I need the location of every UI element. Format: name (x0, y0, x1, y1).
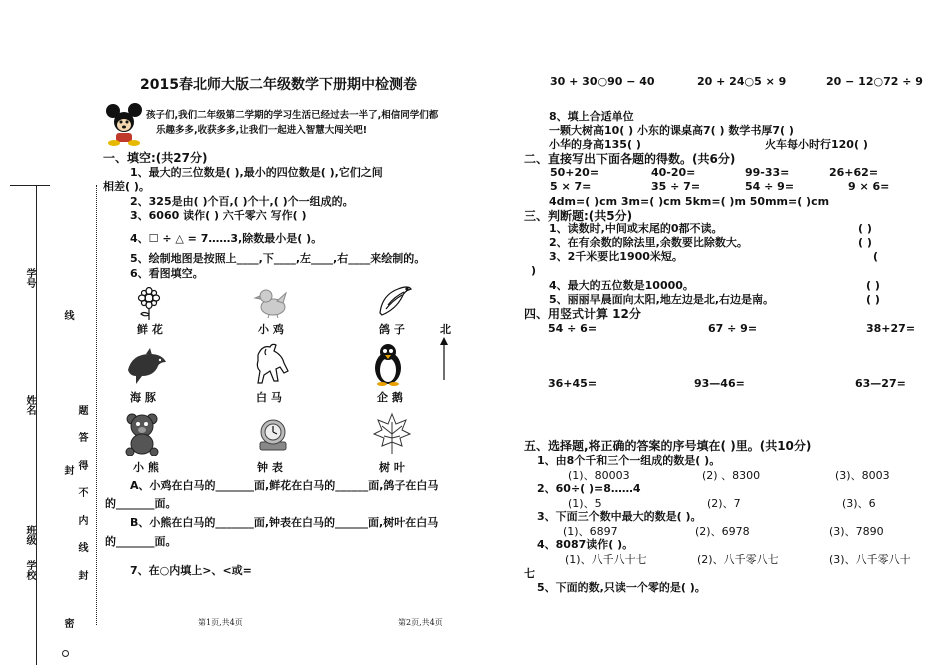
compare-2: 20 + 24○5 × 9 (697, 75, 787, 88)
margin-label-xian: 线 (62, 310, 73, 320)
choice-4-option-2[interactable]: (2)、八千零八七 (697, 553, 779, 566)
margin-label-xuexiao: 学校 (24, 560, 35, 580)
intro-line-2: 乐趣多多,收获多多,让我们一起进入智慧大闯关吧! (156, 125, 368, 136)
margin-label-da: 答 (76, 432, 87, 442)
margin-label-ti: 题 (76, 405, 87, 415)
vertical-calc-1: 54 ÷ 6= (548, 322, 598, 335)
page-footer-2: 第2页,共4页 (398, 618, 443, 627)
judge-4-answer[interactable]: ( ) (866, 279, 880, 292)
page-title: 2015春北师大版二年级数学下册期中检测卷 (140, 77, 417, 93)
judge-2: 2、在有余数的除法里,余数要比除数大。 (549, 236, 748, 249)
choice-4-option-1[interactable]: (1)、八千八十七 (565, 553, 647, 566)
judge-4: 4、最大的五位数是10000。 (549, 279, 694, 292)
intro-line-1: 孩子们,我们二年级第二学期的学习生活已经过去一半了,相信同学们都 (146, 110, 439, 121)
question-8-line-b: 小华的身高135( ) (549, 138, 641, 151)
calc-1-3: 99-33= (745, 166, 790, 179)
calc-1-4: 26+62= (829, 166, 879, 179)
choice-2-option-2[interactable]: (2)、7 (707, 497, 741, 510)
compare-3: 20 − 12○72 ÷ 9 (826, 75, 923, 88)
judge-1: 1、读数时,中间或末尾的0都不读。 (549, 222, 723, 235)
compare-1: 30 + 30○90 − 40 (550, 75, 655, 88)
margin-label-banji: 班级 (24, 525, 35, 545)
judge-3-answer-close: ) (531, 264, 537, 277)
question-7: 7、在○内填上>、<或= (130, 564, 252, 577)
animal-label-flower: 鲜 花 (137, 323, 163, 336)
question-6b-line-1: B、小熊在白马的_______面,钟表在白马的______面,树叶在白马 (130, 516, 439, 529)
vertical-calc-2: 67 ÷ 9= (708, 322, 758, 335)
calc-2-3: 54 ÷ 9= (745, 180, 795, 193)
margin-label-feng2: 封 (76, 570, 87, 580)
vertical-calc-6: 63—27= (855, 377, 906, 390)
section-3-heading: 三、判断题:(共5分) (524, 209, 633, 223)
pigeon-icon (374, 283, 414, 319)
vertical-calc-3: 38+27= (866, 322, 916, 335)
choice-1-option-2[interactable]: (2) 、8300 (702, 469, 761, 482)
question-6: 6、看图填空。 (130, 267, 204, 280)
flower-icon (134, 287, 164, 321)
question-8-line-c: 火车每小时行120( ) (765, 138, 868, 151)
animal-label-penguin: 企 鹅 (377, 391, 403, 404)
animal-label-pigeon: 鸽 子 (379, 323, 405, 336)
animal-label-clock: 钟 表 (257, 461, 283, 474)
judge-2-answer[interactable]: ( ) (858, 236, 872, 249)
margin-label-nei: 内 (76, 515, 87, 525)
animal-label-leaf: 树 叶 (379, 461, 405, 474)
page-footer-1: 第1页,共4页 (198, 618, 243, 627)
choice-4-option-3[interactable]: (3)、八千零八十 (829, 553, 911, 566)
question-6b-line-2: 的_______面。 (105, 535, 177, 548)
question-8: 8、填上合适单位 (549, 110, 634, 123)
calc-2-4: 9 × 6= (848, 180, 890, 193)
north-label: 北 (440, 323, 451, 336)
binding-line-outer (36, 185, 37, 665)
choice-2-option-3[interactable]: (3)、6 (842, 497, 876, 510)
section-5-heading: 五、选择题,将正确的答案的序号填在( )里。(共10分) (524, 439, 812, 453)
margin-label-xian2: 线 (76, 542, 87, 552)
judge-5-answer[interactable]: ( ) (866, 293, 880, 306)
question-5: 5、绘制地图是按照上____,下____,左____,右____来绘制的。 (130, 252, 426, 265)
question-3: 3、6060 读作( ) 六千零六 写作( ) (130, 209, 307, 222)
judge-3-answer-open[interactable]: ( (873, 250, 879, 263)
mickey-mouse-icon (104, 103, 146, 147)
choice-3: 3、下面三个数中最大的数是( )。 (537, 510, 702, 523)
choice-3-option-3[interactable]: (3)、7890 (829, 525, 884, 538)
dolphin-icon (124, 346, 168, 386)
calc-1-1: 50+20= (550, 166, 600, 179)
question-2: 2、325是由( )个百,( )个十,( )个一组成的。 (130, 195, 354, 208)
choice-5: 5、下面的数,只读一个零的是( )。 (537, 581, 706, 594)
margin-label-bu: 不 (76, 487, 87, 497)
leaf-icon (372, 412, 412, 456)
section-1-heading: 一、填空:(共27分) (103, 151, 208, 165)
judge-3: 3、2千米要比1900米短。 (549, 250, 683, 263)
vertical-calc-5: 93—46= (694, 377, 745, 390)
question-6a-line-2: 的_______面。 (105, 497, 177, 510)
binding-line-inner (96, 185, 97, 625)
judge-5: 5、丽丽早晨面向太阳,地左边是北,右边是南。 (549, 293, 775, 306)
question-1-line-1: 1、最大的三位数是( ),最小的四位数是( ),它们之间 (130, 166, 383, 179)
animal-label-bear: 小 熊 (133, 461, 159, 474)
animal-label-chick: 小 鸡 (258, 323, 284, 336)
clock-icon (258, 418, 288, 452)
question-8-line-a: 一颗大树高10( ) 小东的课桌高7( ) 数学书厚7( ) (549, 124, 794, 137)
binding-hole-icon (62, 650, 69, 657)
section-2-heading: 二、直接写出下面各题的得数。(共6分) (524, 152, 736, 166)
choice-2: 2、60÷( )=8……4 (537, 482, 641, 495)
judge-1-answer[interactable]: ( ) (858, 222, 872, 235)
north-arrow-icon (438, 336, 450, 380)
choice-4-option-3-continued: 七 (524, 567, 535, 580)
unit-conversion-row: 4dm=( )cm 3m=( )cm 5km=( )m 50mm=( )cm (549, 195, 830, 208)
penguin-icon (370, 342, 406, 386)
section-4-heading: 四、用竖式计算 12分 (524, 307, 641, 321)
margin-label-feng: 封 (62, 465, 73, 475)
margin-tick (10, 185, 50, 186)
white-horse-icon (252, 341, 292, 385)
question-6a-line-1: A、小鸡在白马的_______面,鲜花在白马的______面,鸽子在白马 (130, 479, 439, 492)
choice-3-option-2[interactable]: (2)、6978 (695, 525, 750, 538)
margin-label-mi: 密 (62, 618, 73, 628)
choice-1: 1、由8个千和三个一组成的数是( )。 (537, 454, 721, 467)
choice-1-option-3[interactable]: (3)、8003 (835, 469, 890, 482)
choice-3-option-1[interactable]: (1)、6897 (563, 525, 618, 538)
bear-icon (124, 412, 160, 456)
margin-label-xuehao: 学号 (24, 268, 35, 288)
calc-1-2: 40-20= (651, 166, 696, 179)
question-1-line-2: 相差( )。 (103, 180, 150, 193)
choice-1-option-1[interactable]: (1)、80003 (568, 469, 630, 482)
animal-label-dolphin: 海 豚 (130, 391, 156, 404)
animal-label-horse: 白 马 (256, 391, 282, 404)
choice-2-option-1[interactable]: (1)、5 (568, 497, 602, 510)
question-4: 4、☐ ÷ △ = 7……3,除数最小是( )。 (130, 232, 323, 245)
calc-2-1: 5 × 7= (550, 180, 592, 193)
margin-label-de: 得 (76, 460, 87, 470)
calc-2-2: 35 ÷ 7= (651, 180, 701, 193)
margin-label-xingming: 姓名 (24, 395, 35, 415)
chick-icon (253, 285, 289, 319)
choice-4: 4、8087读作( )。 (537, 538, 634, 551)
vertical-calc-4: 36+45= (548, 377, 598, 390)
